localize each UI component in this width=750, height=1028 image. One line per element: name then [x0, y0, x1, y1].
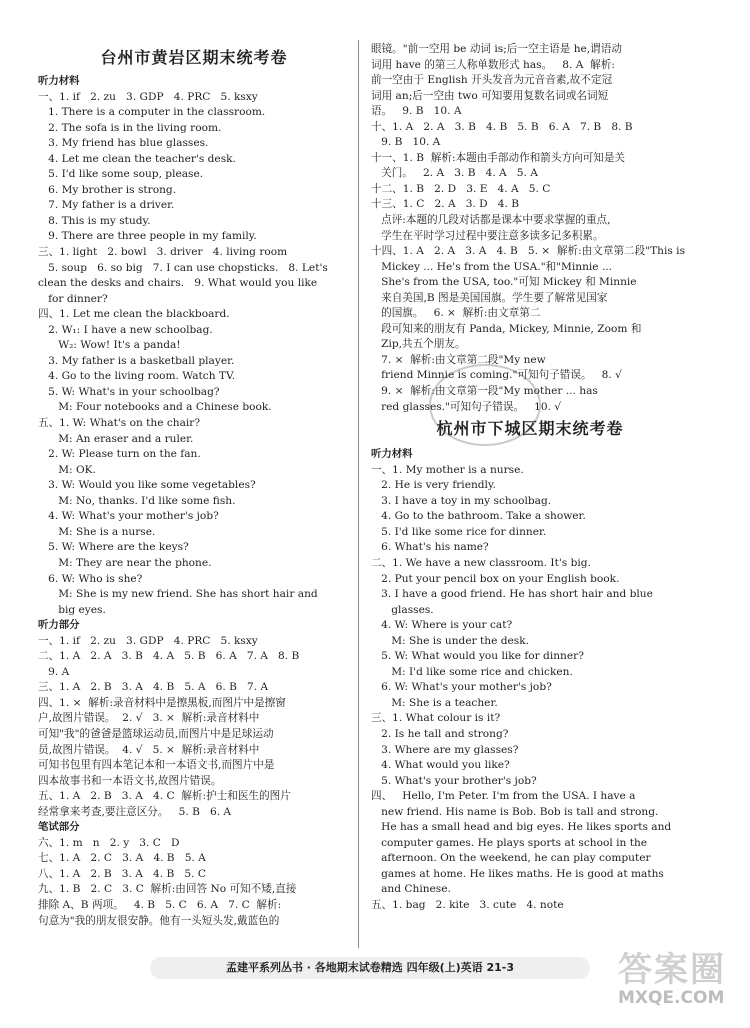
answer-line: 员,故图片错误。 4. √ 5. × 解析:录音材料中 [38, 743, 260, 756]
answer-line: 2. Put your pencil box on your English book. [371, 572, 620, 585]
watermark-logo: 答案圈 [618, 950, 726, 990]
answer-line: 5. W: Where are the keys? [38, 541, 189, 554]
answer-line: 8. This is my study. [38, 214, 151, 227]
answer-line: 的国旗。 6. × 解析:由文章第二 [371, 307, 541, 320]
answer-line: 9. × 解析:由文章第一段"My mother ... has [371, 385, 598, 398]
answer-line: 一、1. if 2. zu 3. GDP 4. PRC 5. ksxy [38, 90, 258, 103]
answer-line: 户,故图片错误。 2. √ 3. × 解析:录音材料中 [38, 712, 260, 725]
answer-line: computer games. He plays sports at school in the [371, 836, 648, 849]
answer-line: 十一、1. B 解析:本题由手部动作和箭头方向可知是关 [371, 151, 626, 164]
answer-line: M: No, thanks. I'd like some fish. [38, 494, 236, 507]
answer-line: 六、1. m n 2. y 3. C D [38, 836, 180, 849]
answer-line: 6. What's his name? [371, 541, 489, 554]
answer-line: She's from the USA, too."可知 Mickey 和 Minnie [371, 276, 637, 289]
answer-line: 十二、1. B 2. D 3. E 4. A 5. C [371, 182, 551, 195]
answer-line: 6. My brother is strong. [38, 183, 177, 196]
answer-line: 2. W₁: I have a new schoolbag. [38, 323, 213, 336]
answer-line: 2. W: Please turn on the fan. [38, 448, 201, 461]
answer-line: He has a small head and big eyes. He likes sports and [371, 821, 672, 834]
answer-line: 三、1. light 2. bowl 3. driver 4. living room [38, 246, 288, 259]
answer-line: 9. A [38, 665, 70, 678]
page-footer: 孟建平系列丛书 · 各地期末试卷精选 四年级(上)英语 21-3 [150, 957, 590, 979]
answer-line: 9. There are three people in my family. [38, 230, 257, 243]
answer-line: big eyes. [38, 603, 106, 616]
answer-line: 2. Is he tall and strong? [371, 727, 509, 740]
left-answer-lines [38, 74, 350, 929]
answer-line: M: OK. [38, 463, 96, 476]
answer-line: 3. I have a good friend. He has short hair and blue [371, 588, 653, 601]
answer-line: 眼镜。"前一空用 be 动词 is;后一空主语是 he,谓语动 [371, 43, 622, 55]
answer-line: 关门。 2. A 3. B 4. A 5. A [371, 167, 538, 180]
section-heading: 听力材料 [371, 448, 413, 461]
answer-line: 6. W: What's your mother's job? [371, 681, 552, 694]
answer-line: new friend. His name is Bob. Bob is tall and strong. [371, 805, 659, 818]
answer-line: 2. He is very friendly. [371, 479, 496, 492]
answer-line: 词用 have 的第三人称单数形式 has。 8. A 解析: [371, 58, 615, 71]
answer-line: red glasses."可知句子错误。 10. √ [371, 400, 562, 413]
answer-line: 十、1. A 2. A 3. B 4. B 5. B 6. A 7. B 8. B [371, 120, 633, 133]
answer-line: 经常拿来考查,要注意区分。 5. B 6. A [38, 805, 232, 818]
answer-line: M: They are near the phone. [38, 556, 212, 569]
answer-line: 二、1. We have a new classroom. It's big. [371, 556, 591, 569]
answer-line: M: She is my new friend. She has short hair and [38, 588, 318, 601]
answer-line: 5. W: What would you like for dinner? [371, 650, 584, 663]
answer-line: M: I'd like some rice and chicken. [371, 665, 573, 678]
answer-line: 句意为"我的朋友很安静。他有一头短头发,戴蓝色的 [38, 914, 280, 927]
answer-line: 五、1. bag 2. kite 3. cute 4. note [371, 898, 564, 911]
answer-line: 9. B 10. A [371, 136, 441, 149]
right-answer-lines-bottom [371, 447, 689, 913]
answer-line: 五、1. A 2. B 3. A 4. C 解析:护士和医生的图片 [38, 790, 291, 803]
answer-line: 可知书包里有四本笔记本和一本语文书,而图片中是 [38, 759, 275, 772]
section-heading: 听力材料 [38, 75, 80, 87]
left-column [38, 40, 350, 929]
answer-line: 点评:本题的几段对话都是课本中要求掌握的重点, [371, 214, 611, 227]
answer-line: 6. W: Who is she? [38, 572, 143, 585]
answer-line: for dinner? [38, 292, 108, 305]
answer-line: M: Four notebooks and a Chinese book. [38, 401, 272, 414]
answer-line: friend Minnie is coming."可知句子错误。 8. √ [371, 369, 622, 382]
answer-line: 7. My father is a driver. [38, 199, 175, 212]
faint-stamp-icon [425, 360, 545, 450]
answer-line: 5. soup 6. so big 7. I can use chopsticks. 8. Let's [38, 261, 328, 274]
watermark-url: MXQE.COM [618, 988, 725, 1008]
answer-line: 5. W: What's in your schoolbag? [38, 385, 220, 398]
answer-line: clean the desks and chairs. 9. What would you like [38, 277, 318, 290]
answer-line: 八、1. A 2. B 3. A 4. B 5. C [38, 867, 206, 880]
answer-line: 四、1. Let me clean the blackboard. [38, 308, 230, 321]
answer-line: M: An eraser and a ruler. [38, 432, 194, 445]
answer-line: 十四、1. A 2. A 3. A 4. B 5. × 解析:由文章第二段"This is [371, 245, 686, 258]
answer-line: W₂: Wow! It's a panda! [38, 339, 181, 352]
answer-line: 3. My father is a basketball player. [38, 354, 235, 367]
answer-line: 5. I'd like some rice for dinner. [371, 525, 547, 538]
answer-line: 四本故事书和一本语文书,故图片错误。 [38, 774, 222, 787]
answer-line: 来自美国,B 图是美国国旗。学生要了解常见国家 [371, 291, 608, 304]
answer-line: Mickey ... He's from the USA."和"Minnie ... [371, 260, 613, 273]
answer-line: 二、1. A 2. A 3. B 4. A 5. B 6. A 7. A 8. B [38, 650, 300, 663]
answer-line: 一、1. if 2. zu 3. GDP 4. PRC 5. ksxy [38, 634, 258, 647]
answer-line: 语。 9. B 10. A [371, 105, 462, 118]
section-heading: 笔试部分 [38, 821, 80, 834]
answer-line: Zip,共五个朋友。 [371, 338, 466, 351]
answer-line: M: She is a nurse. [38, 525, 156, 538]
answer-line: 十三、1. C 2. A 3. D 4. B [371, 198, 520, 211]
answer-line: 排除 A、B 两项。 4. B 5. C 6. A 7. C 解析: [38, 898, 282, 911]
answer-line: 4. Go to the living room. Watch TV. [38, 370, 236, 383]
answer-line: 三、1. What colour is it? [371, 712, 501, 725]
answer-line: 1. There is a computer in the classroom. [38, 106, 266, 119]
answer-line: 3. Where are my glasses? [371, 743, 519, 756]
answer-line: 5. I'd like some soup, please. [38, 168, 204, 181]
right-column [371, 42, 689, 914]
column-divider [358, 40, 359, 948]
answer-line: M: She is under the desk. [371, 634, 530, 647]
answer-line: 段可知来的朋友有 Panda, Mickey, Minnie, Zoom 和 [371, 322, 642, 335]
answer-line: 3. W: Would you like some vegetables? [38, 479, 256, 492]
answer-line: 四、1. × 解析:录音材料中是擦黑板,而图片中是擦窗 [38, 696, 286, 709]
answer-line: 四、 Hello, I'm Peter. I'm from the USA. I have a [371, 790, 636, 803]
answer-line: glasses. [371, 603, 434, 616]
answer-line: 5. What's your brother's job? [371, 774, 537, 787]
answer-line: and Chinese. [371, 883, 451, 896]
answer-line: afternoon. On the weekend, he can play computer [371, 852, 651, 865]
answer-line: games at home. He likes maths. He is good at maths [371, 867, 664, 880]
answer-line: 3. I have a toy in my schoolbag. [371, 494, 552, 507]
answer-line: 3. My friend has blue glasses. [38, 137, 209, 150]
answer-line: 7. × 解析:由文章第二段"My new [371, 353, 546, 366]
answer-line: 前一空由于 English 开头发音为元音音素,故不定冠 [371, 74, 613, 87]
answer-line: 五、1. W: What's on the chair? [38, 417, 201, 430]
answer-line: 七、1. A 2. C 3. A 4. B 5. A [38, 852, 206, 865]
answer-line: 4. W: What's your mother's job? [38, 510, 219, 523]
answer-line: 4. Go to the bathroom. Take a shower. [371, 510, 586, 523]
answer-line: 4. Let me clean the teacher's desk. [38, 152, 236, 165]
answer-line: 三、1. A 2. B 3. A 4. B 5. A 6. B 7. A [38, 681, 269, 694]
answer-line: M: She is a teacher. [371, 696, 498, 709]
left-exam-title: 台州市黄岩区期末统考卷 [100, 48, 288, 67]
answer-line: 词用 an;后一空由 two 可知要用复数名词或名词短 [371, 89, 609, 102]
section-heading: 听力部分 [38, 619, 80, 632]
answer-line: 学生在平时学习过程中要注意多读多记多积累。 [371, 229, 604, 242]
answer-line: 4. W: Where is your cat? [371, 619, 513, 632]
right-exam-title: 杭州市下城区期末统考卷 [436, 419, 624, 439]
answer-line: 2. The sofa is in the living room. [38, 121, 222, 134]
answer-line: 九、1. B 2. C 3. C 解析:由回答 No 可知不矮,直接 [38, 883, 297, 896]
answer-line: 可知"我"的爸爸是篮球运动员,而图片中是足球运动 [38, 727, 274, 740]
answer-line: 4. What would you like? [371, 759, 510, 772]
answer-line: 一、1. My mother is a nurse. [371, 463, 524, 476]
